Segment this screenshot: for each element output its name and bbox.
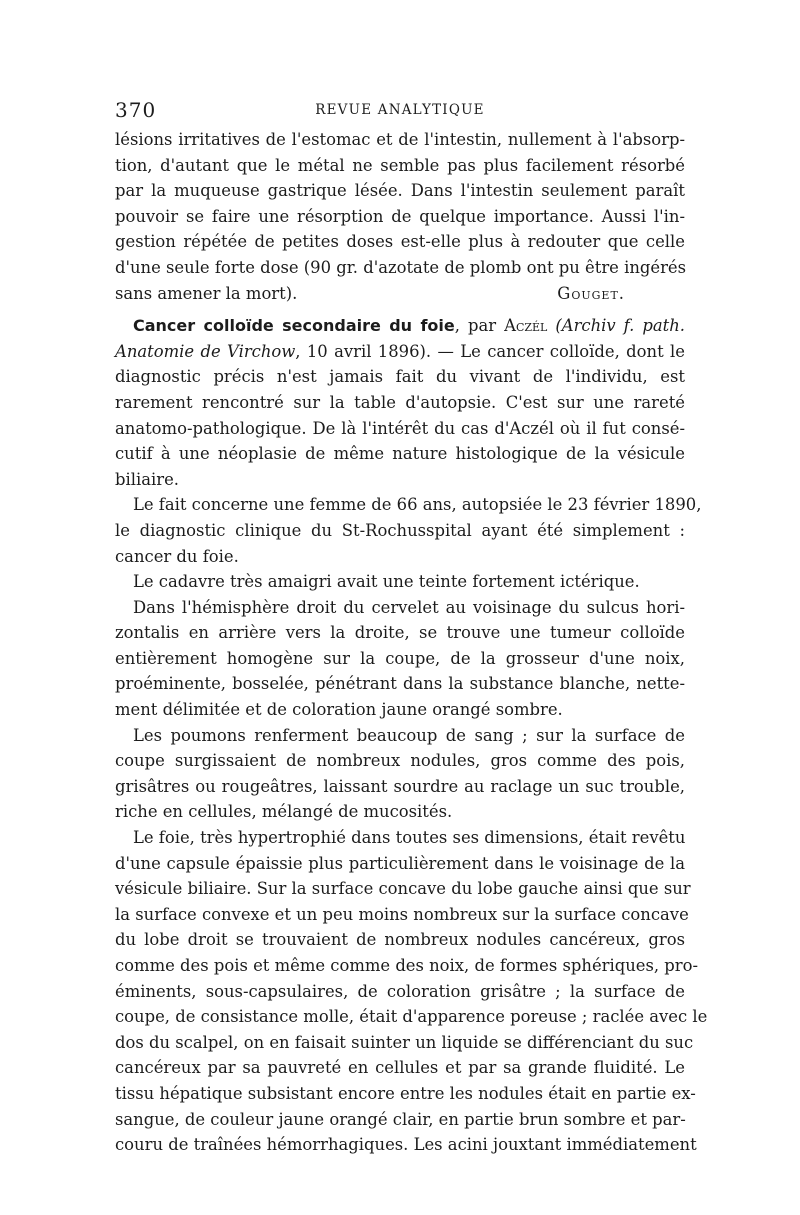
text-line: d'une capsule épaissie plus particulièrement dans le voisinage de la xyxy=(115,853,685,873)
text-line xyxy=(115,281,685,307)
text-line: rarement rencontré sur la table d'autopsie. C'est sur une rareté xyxy=(115,392,685,412)
paragraph xyxy=(115,723,685,825)
text-line: par la muqueuse gastrique lésée. Dans l'intestin seulement paraît xyxy=(115,181,685,201)
text-line: sangue, de couleur jaune orangé clair, en partie brun sombre et par- xyxy=(115,1109,686,1129)
text-line: riche en cellules, mélangé de mucosités. xyxy=(115,802,453,822)
article-source: (Archiv f. path. xyxy=(547,316,686,336)
text-line: Le fait concerne une femme de 66 ans, autopsiée le 23 février 1890, xyxy=(133,495,702,515)
text-line: la surface convexe et un peu moins nombreux sur la surface concave xyxy=(115,904,689,924)
text-line: pouvoir se faire une résorption de quelque importance. Aussi l'in- xyxy=(115,206,685,226)
article-title: Cancer colloïde secondaire du foie xyxy=(133,316,455,336)
text-line: cutif à une néoplasie de même nature histologique de la vésicule xyxy=(115,444,685,464)
text-line: dos du scalpel, on en faisait suinter un liquide se différenciant du suc xyxy=(115,1032,694,1052)
text-line: le diagnostic clinique du St-Rochusspital ayant été simplement : xyxy=(115,520,685,540)
paragraph xyxy=(115,825,708,1158)
text-fragment: , 10 avril 1896). — Le cancer colloïde, dont le xyxy=(295,341,685,361)
text-line: tissu hépatique subsistant encore entre les nodules était en partie ex- xyxy=(115,1083,696,1103)
text-line: coupe, de consistance molle, était d'apparence poreuse ; raclée avec le xyxy=(115,1007,708,1027)
text-line: zontalis en arrière vers la droite, se trouve une tumeur colloïde xyxy=(115,623,685,643)
text-line: biliaire. xyxy=(115,469,179,489)
text-line: du lobe droit se trouvaient de nombreux nodules cancéreux, gros xyxy=(115,930,685,950)
page-number: 370 xyxy=(115,98,157,122)
text-line: vésicule biliaire. Sur la surface concave du lobe gauche ainsi que sur xyxy=(115,879,691,899)
text-line: cancer du foie. xyxy=(115,546,239,566)
article-heading-line xyxy=(115,313,685,339)
page-header xyxy=(115,98,685,124)
paragraph xyxy=(115,364,685,492)
text-line: lésions irritatives de l'estomac et de l'intestin, nullement à l'absorp- xyxy=(115,130,685,149)
text-line: Dans l'hémisphère droit du cervelet au voisinage du sulcus hori- xyxy=(133,597,685,617)
text-line: éminents, sous-capsulaires, de coloration grisâtre ; la surface de xyxy=(115,981,685,1001)
text-line: diagnostic précis n'est jamais fait du vivant de l'individu, est xyxy=(115,367,685,387)
article xyxy=(115,313,708,1158)
text-fragment: sans amener la mort). xyxy=(115,283,298,303)
text-line: couru de traînées hémorrhagiques. Les acini jouxtant immédiatement xyxy=(115,1135,697,1155)
previous-article-tail xyxy=(115,127,685,306)
text-line: proéminente, bosselée, pénétrant dans la substance blanche, nette- xyxy=(115,674,685,694)
paragraph xyxy=(115,569,685,595)
text-line xyxy=(115,339,685,365)
text-line: entièrement homogène sur la coupe, de la grosseur d'une noix, xyxy=(115,648,685,668)
text-line: Les poumons renferment beaucoup de sang ; sur la surface de xyxy=(133,725,685,745)
text-line: d'une seule forte dose (90 gr. d'azotate de plomb ont pu être ingérés xyxy=(115,257,687,277)
text-line: Le foie, très hypertrophié dans toutes ses dimensions, était revêtu xyxy=(133,828,686,848)
text-line: Le cadavre très amaigri avait une teinte fortement ictérique. xyxy=(133,572,640,592)
page-body xyxy=(115,127,708,1158)
text-line: comme des pois et même comme des noix, de formes sphériques, pro- xyxy=(115,956,699,975)
text-fragment: , par xyxy=(454,316,505,336)
text-line: coupe surgissaient de nombreux nodules, gros comme des pois, xyxy=(115,751,685,771)
text-line: tion, d'autant que le métal ne semble pas plus facilement résorbé xyxy=(115,155,685,175)
article-author: Aczél xyxy=(504,316,548,336)
running-title: REVUE ANALYTIQUE xyxy=(315,102,485,118)
paragraph xyxy=(115,492,702,569)
author-signature: Gouget. xyxy=(557,283,625,303)
paragraph xyxy=(115,595,685,723)
text-line: grisâtres ou rougeâtres, laissant sourdre au raclage un suc trouble, xyxy=(115,776,685,796)
text-line: anatomo-pathologique. De là l'intérêt du cas d'Aczél où il fut consé- xyxy=(115,418,685,438)
text-line: cancéreux par sa pauvreté en cellules et par sa grande fluidité. Le xyxy=(115,1058,685,1078)
article-source-cont: Anatomie de Virchow xyxy=(115,341,296,361)
text-line: gestion répétée de petites doses est-elle plus à redouter que celle xyxy=(115,232,685,252)
text-line: ment délimitée et de coloration jaune orangé sombre. xyxy=(115,700,563,720)
